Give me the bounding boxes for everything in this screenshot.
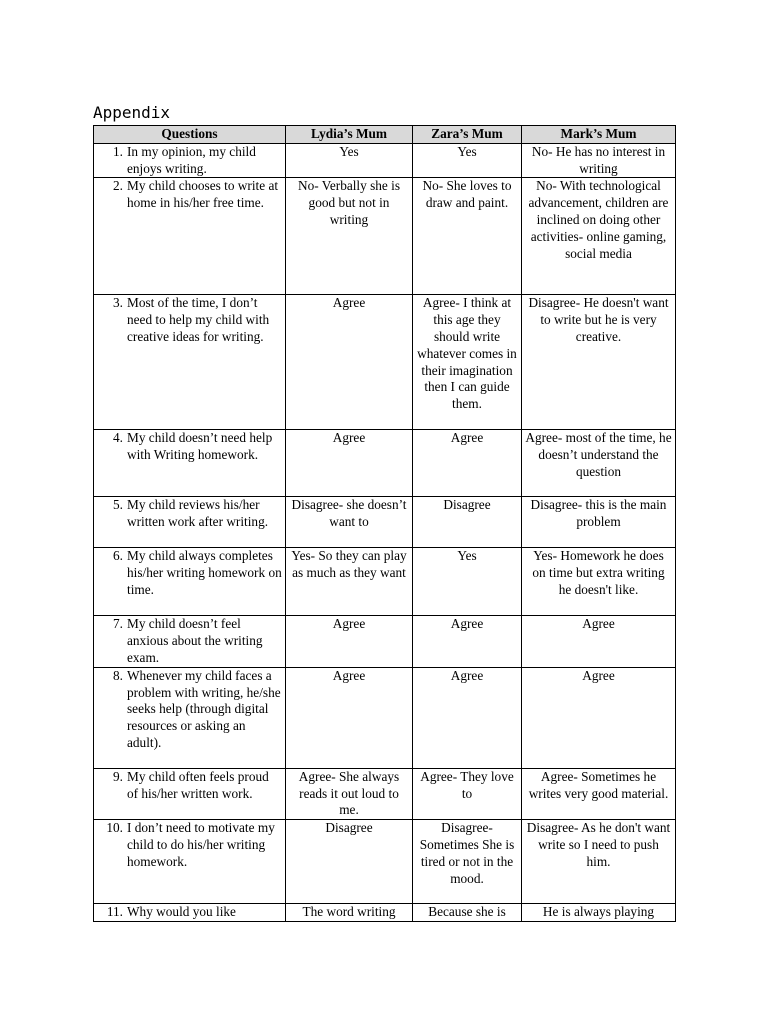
question-text: In my opinion, my child enjoys writing. [127, 143, 256, 176]
question-cell [94, 616, 286, 667]
mark-answer: Agree [522, 616, 676, 667]
question-text: My child always completes his/her writing homework on time. [127, 548, 282, 597]
table-row [94, 904, 676, 922]
question-cell [94, 497, 286, 548]
lydia-answer: Disagree [286, 820, 413, 904]
mark-answer: Agree- Sometimes he writes very good material. [522, 768, 676, 819]
zara-answer: Agree [413, 667, 522, 768]
question-cell [94, 768, 286, 819]
table-row [94, 497, 676, 548]
mark-answer: He is always playing [522, 904, 676, 922]
header-lydia-mum: Lydia’s Mum [286, 126, 413, 144]
lydia-answer: Agree [286, 616, 413, 667]
question-number: 2. [113, 178, 123, 194]
lydia-answer: Agree [286, 295, 413, 430]
question-cell [94, 295, 286, 430]
table-header-row [94, 126, 676, 144]
mark-answer: Agree- most of the time, he doesn’t understand the question [522, 430, 676, 497]
question-number: 5. [113, 497, 123, 513]
question-text: My child doesn’t need help with Writing homework. [127, 430, 273, 463]
survey-table [93, 125, 676, 922]
question-text: My child chooses to write at home in his/her free time. [127, 178, 279, 211]
table-row [94, 548, 676, 616]
zara-answer: Agree- I think at this age they should write whatever comes in their imagination then I can guide them. [413, 295, 522, 430]
question-text: Why would you like [127, 904, 236, 920]
question-number: 1. [113, 143, 123, 159]
question-cell [94, 548, 286, 616]
table-row [94, 295, 676, 430]
question-cell [94, 178, 286, 295]
question-text: My child often feels proud of his/her written work. [127, 768, 269, 801]
lydia-answer: Agree- She always reads it out loud to me. [286, 768, 413, 819]
mark-answer: Yes- Homework he does on time but extra writing he doesn't like. [522, 548, 676, 616]
question-text: I don’t need to motivate my child to do his/her writing homework. [127, 820, 275, 869]
question-text: Most of the time, I don’t need to help my child with creative ideas for writing. [127, 295, 270, 344]
header-questions: Questions [94, 126, 286, 144]
question-text: Whenever my child faces a problem with writing, he/she seeks help (through digital resources or asking an adult). [127, 667, 281, 750]
mark-answer: No- With technological advancement, children are inclined on doing other activities- online gaming, social media [522, 178, 676, 295]
question-cell [94, 667, 286, 768]
table-row [94, 768, 676, 819]
zara-answer: Yes [413, 548, 522, 616]
question-text: My child doesn’t feel anxious about the writing exam. [127, 616, 263, 665]
zara-answer: Disagree [413, 497, 522, 548]
question-number: 3. [113, 295, 123, 311]
question-text: My child reviews his/her written work after writing. [127, 497, 269, 530]
question-cell [94, 820, 286, 904]
question-number: 6. [113, 548, 123, 564]
table-row [94, 178, 676, 295]
table-row [94, 667, 676, 768]
mark-answer: Disagree- He doesn't want to write but he is very creative. [522, 295, 676, 430]
table-row [94, 820, 676, 904]
lydia-answer: Agree [286, 430, 413, 497]
lydia-answer: The word writing [286, 904, 413, 922]
header-mark-mum: Mark’s Mum [522, 126, 676, 144]
mark-answer: Disagree- this is the main problem [522, 497, 676, 548]
question-number: 11. [106, 904, 123, 920]
table-row [94, 430, 676, 497]
question-number: 8. [113, 667, 123, 683]
header-zara-mum: Zara’s Mum [413, 126, 522, 144]
zara-answer: Agree- They love to [413, 768, 522, 819]
question-cell [94, 143, 286, 178]
zara-answer: Agree [413, 616, 522, 667]
appendix-heading: Appendix [93, 103, 171, 122]
question-cell [94, 430, 286, 497]
zara-answer: Because she is [413, 904, 522, 922]
question-number: 9. [113, 768, 123, 784]
lydia-answer: Disagree- she doesn’t want to [286, 497, 413, 548]
zara-answer: Disagree- Sometimes She is tired or not in the mood. [413, 820, 522, 904]
question-number: 10. [106, 820, 123, 836]
zara-answer: No- She loves to draw and paint. [413, 178, 522, 295]
mark-answer: Disagree- As he don't want write so I need to push him. [522, 820, 676, 904]
question-number: 7. [113, 616, 123, 632]
mark-answer: Agree [522, 667, 676, 768]
mark-answer: No- He has no interest in writing [522, 143, 676, 178]
question-cell [94, 904, 286, 922]
lydia-answer: Agree [286, 667, 413, 768]
zara-answer: Agree [413, 430, 522, 497]
table-row [94, 143, 676, 178]
lydia-answer: Yes [286, 143, 413, 178]
zara-answer: Yes [413, 143, 522, 178]
question-number: 4. [113, 430, 123, 446]
table-row [94, 616, 676, 667]
lydia-answer: Yes- So they can play as much as they want [286, 548, 413, 616]
lydia-answer: No- Verbally she is good but not in writing [286, 178, 413, 295]
